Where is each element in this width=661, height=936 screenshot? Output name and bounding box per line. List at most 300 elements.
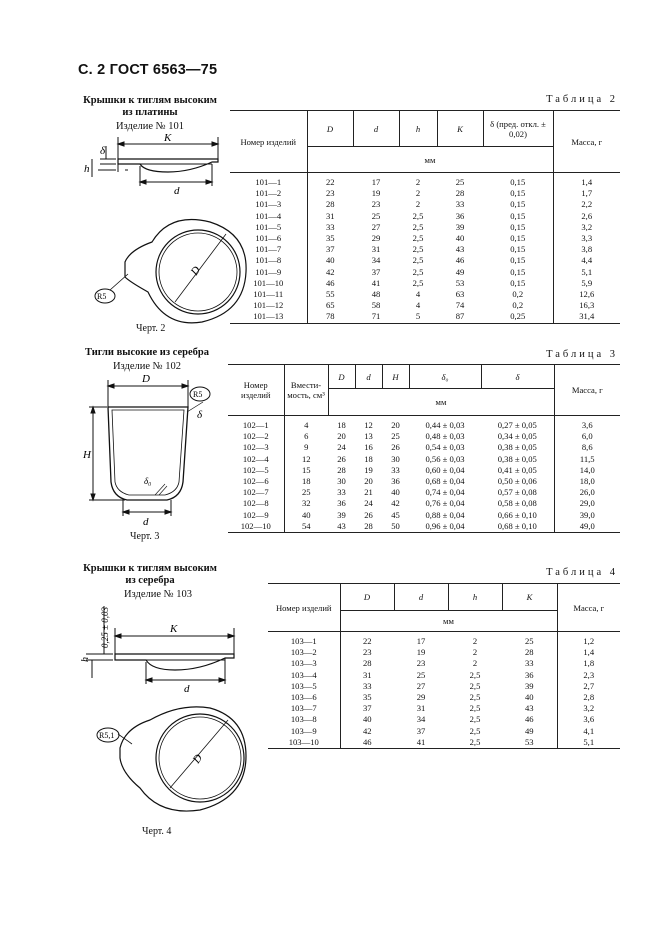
table-cell: 26,0	[579, 487, 595, 498]
table-row	[230, 173, 620, 189]
table-cell: 9	[304, 442, 309, 453]
dim-d-label-3: d	[143, 516, 149, 528]
t3-head-delta0: δ₀	[409, 365, 481, 389]
section2-title: Тигли высокие из серебра	[85, 347, 209, 358]
table-cell: 0,15	[483, 233, 553, 244]
table-cell: 30	[337, 476, 346, 487]
section3-title-line2: из серебра	[125, 575, 175, 586]
table-cell: 2	[415, 177, 421, 187]
table-cell: 29,0	[579, 498, 595, 509]
table-cell: 0,88 ± 0,04	[425, 509, 465, 520]
table-cell: 101—2	[230, 188, 307, 199]
t3-head-D: D	[328, 365, 355, 389]
table-cell: 101—7	[230, 244, 307, 255]
table-cell: 25	[391, 431, 400, 442]
table-cell: 102—4	[228, 454, 284, 465]
table-row	[230, 199, 620, 210]
crucible-outer	[108, 407, 188, 500]
table-row	[268, 726, 620, 737]
table-cell: 31,4	[579, 311, 595, 322]
table-row	[268, 647, 620, 658]
table-cell: 26	[337, 453, 346, 464]
table-cell: 2,8	[583, 692, 595, 703]
table-cell: 1,2	[583, 636, 595, 646]
table-cell: 29	[371, 233, 381, 244]
t4-head-h: h	[448, 584, 502, 611]
table-cell: 0,58 ± 0,08	[481, 498, 554, 509]
table-cell: 3,2	[583, 703, 595, 714]
t3-head-mass: Масса, г	[554, 365, 620, 416]
dim-d-label: d	[174, 185, 180, 197]
table-cell: 16	[364, 442, 373, 453]
table-cell: 0,2	[483, 300, 553, 311]
t4-body	[268, 632, 620, 749]
table4-label: Таблица 4	[546, 567, 618, 578]
table-cell: 25	[416, 669, 426, 680]
t2-head-mass: Масса, г	[553, 111, 620, 173]
table-cell: 46	[325, 277, 335, 288]
table-cell: 2,5	[412, 266, 424, 277]
section3-title	[80, 563, 220, 587]
table-cell: 0,15	[483, 267, 553, 278]
table-cell: 20	[337, 431, 346, 442]
table-cell: 102—7	[228, 487, 284, 498]
table-cell: 0,15	[483, 188, 553, 199]
table-cell: 103—10	[268, 737, 340, 749]
t4-head-mass: Масса, г	[557, 584, 620, 632]
table-cell: 42	[362, 725, 372, 736]
table-cell: 33	[362, 680, 372, 691]
table-cell: 2,5	[412, 221, 424, 232]
table-cell: 103—7	[268, 703, 340, 714]
drawing-cherto-3	[75, 372, 235, 542]
table-cell: 0,66 ± 0,10	[481, 510, 554, 521]
table-cell: 13	[364, 431, 373, 442]
table-cell: 103—1	[268, 632, 340, 648]
table-cell: 36	[502, 670, 557, 681]
table-cell: 49	[455, 266, 465, 277]
table-cell: 5,1	[581, 266, 593, 277]
table-cell: 16,3	[579, 300, 595, 311]
t2-head-K: K	[437, 111, 483, 147]
dim-tol-label: 0,25 ± 0,03	[100, 607, 110, 648]
table-cell: 23	[325, 188, 335, 199]
table-cell: 54	[301, 520, 311, 531]
dim-D-label: D	[188, 264, 204, 278]
section1-title-line1: Крышки к тиглям высоким	[83, 95, 217, 106]
table-row	[268, 681, 620, 692]
table-cell: 8,6	[581, 442, 593, 453]
radius-label-4: R5,1	[99, 731, 115, 740]
table-cell: 25	[502, 632, 557, 648]
table-cell: 43	[502, 703, 557, 714]
table-cell: 0,68 ± 0,10	[481, 521, 554, 533]
lid-profile	[118, 159, 218, 172]
table-cell: 2,2	[581, 199, 593, 210]
page-header: С. 2 ГОСТ 6563—75	[78, 62, 218, 78]
table-cell: 33	[325, 221, 335, 232]
table-cell: 0,44 ± 0,03	[425, 420, 465, 430]
table-cell: 30	[391, 453, 400, 464]
table-cell: 0,15	[483, 255, 553, 266]
table-cell: 33	[502, 658, 557, 669]
table-cell: 41	[371, 277, 381, 288]
table-cell: 18	[301, 476, 311, 487]
table-cell: 40	[391, 487, 400, 498]
dim-K-label: K	[164, 132, 172, 144]
table-cell: 103—2	[268, 647, 340, 658]
table-row	[268, 670, 620, 681]
table-cell: 3,2	[581, 221, 593, 232]
table-cell: 0,50 ± 0,06	[481, 476, 554, 487]
table-cell: 43	[337, 520, 346, 531]
table-2	[230, 110, 620, 324]
table-cell: 103—3	[268, 658, 340, 669]
t3-head-H: H	[382, 365, 409, 389]
table-row	[230, 300, 620, 311]
t4-head-unit: мм	[340, 611, 557, 632]
table-cell: 36	[391, 476, 400, 487]
table-cell: 11,5	[579, 453, 595, 464]
table-cell: 19	[364, 464, 373, 475]
table-cell: 101—1	[230, 173, 307, 189]
table-cell: 28	[337, 464, 346, 475]
table-cell: 23	[416, 658, 426, 669]
dim-delta0-label: δ₀	[144, 476, 152, 486]
table-cell: 2,6	[581, 210, 593, 221]
table-cell: 0,15	[483, 222, 553, 233]
table-cell: 2,5	[469, 703, 481, 714]
t3-head-delta: δ	[481, 365, 554, 389]
table-cell: 24	[337, 442, 346, 453]
table-cell: 0,56 ± 0,03	[425, 453, 465, 464]
table-row	[268, 703, 620, 714]
t3-head-capacity: Вмести-мость, см³	[284, 365, 328, 416]
dim-delta-label-3: δ	[197, 409, 203, 421]
table-cell: 65	[325, 300, 335, 311]
table-cell: 0,74 ± 0,04	[425, 487, 465, 498]
table-cell: 101—13	[230, 311, 307, 323]
table-cell: 2,5	[412, 255, 424, 266]
table-cell: 35	[362, 692, 372, 703]
drawing-cherto-2	[70, 132, 250, 332]
table-row	[228, 431, 620, 442]
table-cell: 4	[304, 420, 309, 430]
table-cell: 3,3	[581, 233, 593, 244]
table-3	[228, 364, 620, 533]
table-cell: 53	[502, 737, 557, 749]
table-cell: 39	[337, 509, 346, 520]
t4-head-D: D	[340, 584, 394, 611]
table-cell: 4,4	[581, 255, 593, 266]
t2-head-number: Номер изделий	[230, 111, 307, 173]
table-row	[230, 267, 620, 278]
table-cell: 101—3	[230, 199, 307, 210]
table-cell: 103—9	[268, 726, 340, 737]
table-cell: 0,68 ± 0,04	[425, 476, 465, 487]
table-cell: 40	[502, 692, 557, 703]
table-row	[230, 244, 620, 255]
table-cell: 48	[371, 289, 381, 300]
table-cell: 2,5	[412, 277, 424, 288]
table-cell: 19	[416, 647, 426, 658]
table-cell: 14,0	[579, 464, 595, 475]
t2-body	[230, 173, 620, 324]
table-cell: 0,41 ± 0,05	[481, 465, 554, 476]
table-cell: 23	[362, 647, 372, 658]
table-row	[228, 498, 620, 509]
table-cell: 0,27 ± 0,05	[481, 416, 554, 432]
table-cell: 39	[502, 681, 557, 692]
table-cell: 31	[416, 703, 426, 714]
table-cell: 2,5	[469, 736, 481, 747]
section1-item-label: Изделие № 101	[115, 121, 185, 132]
table-cell: 5,9	[581, 277, 593, 288]
section1-title-line2: из платины	[122, 107, 178, 118]
table-row	[228, 510, 620, 521]
table-cell: 18	[364, 453, 373, 464]
table-cell: 26	[391, 442, 400, 453]
table-cell: 2,5	[412, 210, 424, 221]
table-cell: 25	[455, 177, 465, 187]
table-cell: 102—8	[228, 498, 284, 509]
table-cell: 33	[337, 487, 346, 498]
table-cell: 2,3	[583, 669, 595, 680]
dim-D-label-3: D	[142, 373, 150, 385]
table3-label: Таблица 3	[546, 349, 618, 360]
table-cell: 15	[301, 464, 311, 475]
dim-delta-label: δ	[100, 145, 106, 157]
table-cell: 0,38 ± 0,05	[481, 442, 554, 453]
table-cell: 102—2	[228, 431, 284, 442]
dim-h-label-4: h	[80, 657, 91, 662]
table-cell: 40	[301, 509, 311, 520]
table-cell: 21	[364, 487, 373, 498]
table-cell: 2,5	[469, 714, 481, 725]
table-cell: 17	[416, 636, 426, 646]
table-cell: 12	[301, 453, 311, 464]
table-cell: 0,96 ± 0,04	[425, 520, 465, 531]
table-cell: 0,2	[483, 289, 553, 300]
t4-head-d: d	[394, 584, 448, 611]
t2-head-h: h	[399, 111, 437, 147]
table-cell: 74	[455, 300, 465, 311]
table-row	[230, 311, 620, 323]
table-row	[268, 692, 620, 703]
table-row	[228, 476, 620, 487]
table-cell: 1,4	[581, 177, 593, 187]
table-cell: 28	[364, 520, 373, 531]
table-cell: 40	[325, 255, 335, 266]
table-cell: 37	[371, 266, 381, 277]
table-row	[228, 442, 620, 453]
drawing-cherto-4	[70, 598, 250, 828]
table-cell: 87	[455, 311, 465, 322]
table-cell: 78	[325, 311, 335, 322]
table-cell: 0,60 ± 0,04	[425, 464, 465, 475]
table-cell: 49,0	[579, 520, 595, 531]
table-cell: 39	[455, 221, 465, 232]
table-cell: 36	[337, 498, 346, 509]
table-cell: 101—11	[230, 289, 307, 300]
table-cell: 24	[364, 498, 373, 509]
table-cell: 53	[455, 277, 465, 288]
table-cell: 0,48 ± 0,03	[425, 431, 465, 442]
table-cell: 46	[362, 736, 372, 747]
table-cell: 41	[416, 736, 426, 747]
table-cell: 3,6	[581, 420, 593, 430]
table-cell: 42	[325, 266, 335, 277]
caption-cherto-4: Черт. 4	[142, 826, 172, 837]
table-cell: 102—9	[228, 510, 284, 521]
table-cell: 27	[416, 680, 426, 691]
table-4	[268, 583, 620, 749]
table-cell: 33	[391, 464, 400, 475]
t3-head-unit: мм	[328, 389, 554, 416]
table-cell: 31	[371, 244, 381, 255]
table-cell: 28	[325, 199, 335, 210]
table-cell: 22	[362, 636, 372, 646]
dim-H-label: H	[83, 449, 91, 461]
table-cell: 2,5	[469, 692, 481, 703]
table-cell: 29	[416, 692, 426, 703]
table-cell: 0,15	[483, 211, 553, 222]
caption-cherto-3: Черт. 3	[130, 531, 160, 542]
t4-head-K: K	[502, 584, 557, 611]
table-cell: 18,0	[579, 476, 595, 487]
table-cell: 37	[362, 703, 372, 714]
table-cell: 28	[455, 188, 465, 199]
table-cell: 20	[364, 476, 373, 487]
table2-label: Таблица 2	[546, 94, 618, 105]
table-cell: 2	[415, 199, 421, 210]
table-cell: 2,5	[469, 669, 481, 680]
dim-d-label-4: d	[184, 683, 190, 695]
table-cell: 46	[502, 714, 557, 725]
table-cell: 19	[371, 188, 381, 199]
table-cell: 0,15	[483, 199, 553, 210]
table-cell: 25	[301, 487, 311, 498]
table-cell: 4,1	[583, 725, 595, 736]
table-cell: 1,7	[581, 188, 593, 199]
table-cell: 0,34 ± 0,05	[481, 431, 554, 442]
table-row	[230, 233, 620, 244]
table-row	[268, 632, 620, 648]
t4-head-number: Номер изделий	[268, 584, 340, 632]
table-cell: 58	[371, 300, 381, 311]
table-cell: 101—6	[230, 233, 307, 244]
table-cell: 46	[455, 255, 465, 266]
table-cell: 4	[415, 300, 421, 311]
table-cell: 45	[391, 509, 400, 520]
table-cell: 0,15	[483, 244, 553, 255]
table-row	[230, 211, 620, 222]
table-cell: 102—10	[228, 521, 284, 533]
table-cell: 36	[455, 210, 465, 221]
table-cell: 50	[391, 520, 400, 531]
table-cell: 28	[502, 647, 557, 658]
table-row	[230, 188, 620, 199]
table-cell: 32	[301, 498, 311, 509]
table-row	[228, 465, 620, 476]
table-cell: 2,5	[469, 725, 481, 736]
table-cell: 12	[364, 420, 373, 430]
table-cell: 2,7	[583, 680, 595, 691]
table-cell: 103—8	[268, 714, 340, 725]
table-row	[230, 278, 620, 289]
dim-K-label-4: K	[170, 623, 178, 635]
table-row	[228, 521, 620, 533]
table-cell: 5	[415, 311, 421, 322]
table-cell: 20	[391, 420, 400, 430]
t2-head-D: D	[307, 111, 353, 147]
table-row	[228, 454, 620, 465]
t2-head-unit: мм	[307, 147, 553, 173]
table-cell: 0,76 ± 0,04	[425, 498, 465, 509]
table-cell: 55	[325, 289, 335, 300]
table-cell: 6,0	[581, 431, 593, 442]
table-row	[268, 737, 620, 749]
t3-body	[228, 416, 620, 533]
table-cell: 26	[364, 509, 373, 520]
section3-item-label: Изделие № 103	[123, 589, 193, 600]
table-cell: 0,38 ± 0,05	[481, 454, 554, 465]
dim-D-label-4: D	[190, 752, 206, 766]
radius-label: R5	[97, 292, 107, 301]
table-cell: 25	[371, 210, 381, 221]
table-cell: 102—3	[228, 442, 284, 453]
table-cell: 0,54 ± 0,03	[425, 442, 465, 453]
table-cell: 2	[472, 658, 478, 669]
table-cell: 101—10	[230, 278, 307, 289]
table-cell: 101—8	[230, 255, 307, 266]
table-cell: 39,0	[579, 509, 595, 520]
table-row	[228, 487, 620, 498]
table-cell: 101—9	[230, 267, 307, 278]
table-cell: 31	[362, 669, 372, 680]
table-cell: 102—6	[228, 476, 284, 487]
section1-title	[80, 95, 220, 119]
table-row	[268, 658, 620, 669]
t3-head-d: d	[355, 365, 382, 389]
table-cell: 101—12	[230, 300, 307, 311]
table-cell: 3,8	[581, 244, 593, 255]
table-cell: 6	[304, 431, 309, 442]
table-cell: 5,1	[583, 736, 595, 747]
table-row	[228, 416, 620, 432]
dim-h-label: h	[84, 163, 90, 175]
table-cell: 37	[416, 725, 426, 736]
table-cell: 4	[415, 289, 421, 300]
table-row	[230, 289, 620, 300]
caption-cherto-2: Черт. 2	[136, 323, 166, 334]
table-cell: 40	[362, 714, 372, 725]
t2-head-delta: δ (пред. откл. ± 0,02)	[483, 111, 553, 147]
table-row	[268, 714, 620, 725]
table-cell: 103—6	[268, 692, 340, 703]
table-row	[230, 255, 620, 266]
table-cell: 40	[455, 233, 465, 244]
table-cell: 1,8	[583, 658, 595, 669]
table-cell: 0,25	[483, 311, 553, 323]
table-cell: 12,6	[579, 289, 595, 300]
table-cell: 71	[371, 311, 381, 322]
table-cell: 102—5	[228, 465, 284, 476]
table-cell: 0,15	[483, 278, 553, 289]
table-cell: 2,5	[469, 680, 481, 691]
table-cell: 103—5	[268, 681, 340, 692]
table-cell: 63	[455, 289, 465, 300]
